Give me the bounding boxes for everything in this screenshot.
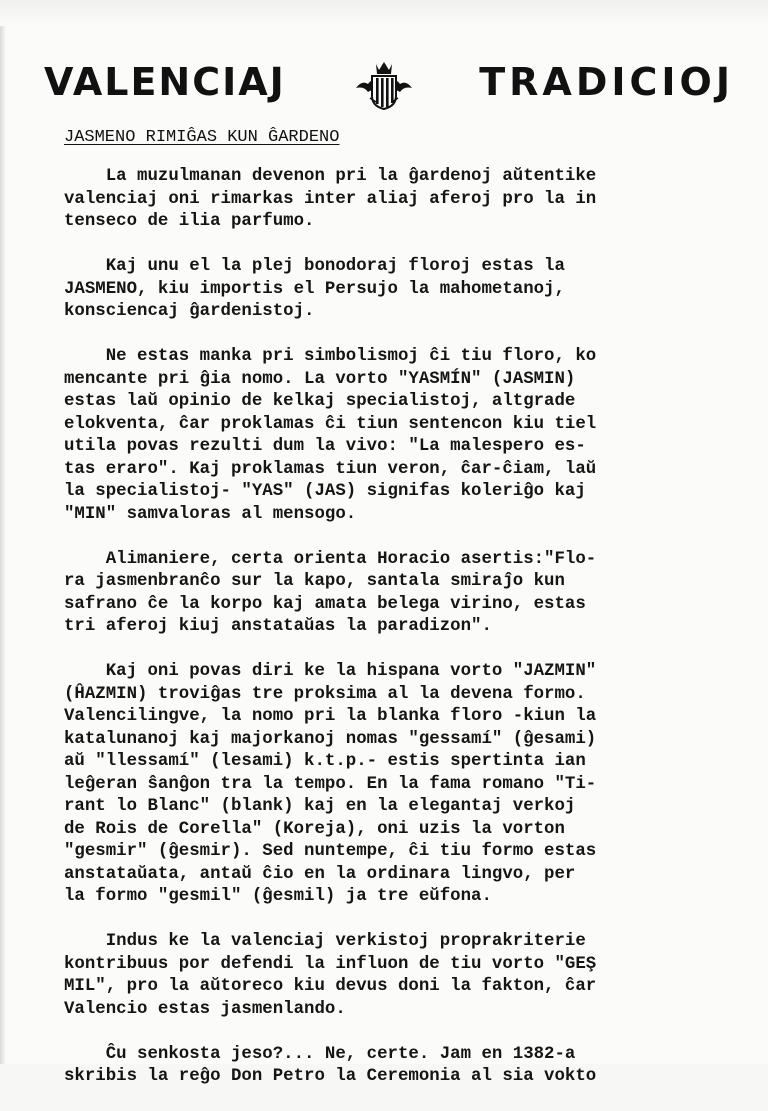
- text-line: (ĤAZMIN) troviĝas tre proksima al la devena formo.: [64, 684, 586, 704]
- text-line: anstataŭata, antaŭ ĉio en la ordinara lingvo, per: [64, 864, 576, 884]
- text-line: konsciencaj ĝardenistoj.: [64, 302, 315, 321]
- text-line: Kaj oni povas diri ke la hispana vorto "JAZMIN": [64, 662, 597, 681]
- text-line: utila povas rezulti dum la vivo: "La malespero es-: [64, 437, 586, 456]
- paragraph: [64, 346, 724, 526]
- text-line: Ĉu senkosta jeso?... Ne, certe. Jam en 1382-a: [64, 1044, 576, 1064]
- page-edge: [0, 26, 6, 1064]
- text-line: Valencio estas jasmenlando.: [64, 999, 346, 1019]
- text-line: MIL", pro la aŭtoreco kiu devus doni la fakton, ĉar: [64, 977, 597, 996]
- masthead-title-right: TRADICIOJ: [479, 60, 734, 104]
- text-line: estas laŭ opinio de kelkaj specialistoj, altgrade: [64, 392, 576, 411]
- text-line: mencante pri ĝia nomo. La vorto "YASMÍN" (JASMIN): [64, 369, 576, 389]
- text-line: kontribuus por defendi la influon de tiu vorto "GEŞ: [64, 954, 597, 974]
- paragraph: [64, 661, 724, 909]
- text-line: rant lo Blanc" (blank) kaj en la elegantaj verkoj: [64, 797, 576, 816]
- paragraph: [64, 549, 724, 639]
- paragraph: [64, 166, 724, 234]
- paragraph: [64, 931, 724, 1021]
- paragraph: [64, 1044, 724, 1089]
- text-line: tenseco de ilia parfumo.: [64, 212, 315, 231]
- text-line: katalunanoj kaj majorkanoj nomas "gessamí" (ĝesami): [64, 729, 597, 749]
- masthead: [44, 58, 734, 108]
- text-line: Valencilingve, la nomo pri la blanka floro -kiun la: [64, 707, 597, 726]
- text-line: tri aferoj kiuj anstataŭas la paradizon".: [64, 617, 492, 636]
- text-line: "MIN" samvaloras al mensogo.: [64, 504, 357, 524]
- text-line: la formo "gesmil" (ĝesmil) ja tre eŭfona.: [64, 887, 492, 906]
- text-line: la specialistoj- "YAS" (JAS) signifas koleriĝo kaj: [64, 482, 586, 501]
- article-body: [64, 166, 724, 1111]
- text-line: Alimaniere, certa orienta Horacio asertis:"Flo-: [64, 549, 597, 569]
- text-line: safrano ĉe la korpo kaj amata belega virino, estas: [64, 594, 586, 614]
- article-subtitle: JASMENO RIMIĜAS KUN ĜARDENO: [64, 128, 340, 147]
- text-line: ra jasmenbranĉo sur la kapo, santala smiraĵo kun: [64, 572, 565, 591]
- text-line: La muzulmanan devenon pri la ĝardenoj aŭtentike: [64, 167, 597, 186]
- scan-shadow: [0, 0, 768, 26]
- text-line: valenciaj oni rimarkas inter aliaj aferoj pro la in: [64, 189, 597, 209]
- text-line: "gesmir" (ĝesmir). Sed nuntempe, ĉi tiu formo estas: [64, 842, 597, 861]
- text-line: skribis la reĝo Don Petro la Ceremonia al sia vokto: [64, 1067, 597, 1086]
- text-line: tas eraro". Kaj proklamas tiun veron, ĉar-ĉiam, laŭ: [64, 459, 597, 479]
- paragraph: [64, 256, 724, 324]
- text-line: Indus ke la valenciaj verkistoj proprakriterie: [64, 932, 586, 951]
- text-line: Ne estas manka pri simbolismoj ĉi tiu floro, ko: [64, 347, 597, 366]
- text-line: JASMENO, kiu importis el Persujo la mahometanoj,: [64, 279, 565, 299]
- masthead-title-left: VALENCIAJ: [44, 60, 286, 104]
- text-line: Kaj unu el la plej bonodoraj floroj estas la: [64, 257, 565, 276]
- text-line: de Rois de Corella" (Koreja), oni uzis la vorton: [64, 819, 565, 839]
- text-line: leĝeran ŝanĝon tra la tempo. En la fama romano "Ti-: [64, 774, 597, 794]
- text-line: elokventa, ĉar proklamas ĉi tiun sentencon kiu tiel: [64, 414, 597, 434]
- text-line: aŭ "llessamí" (lesami) k.t.p.- estis spertinta ian: [64, 752, 586, 771]
- crowned-bat-crest-icon: [354, 58, 414, 110]
